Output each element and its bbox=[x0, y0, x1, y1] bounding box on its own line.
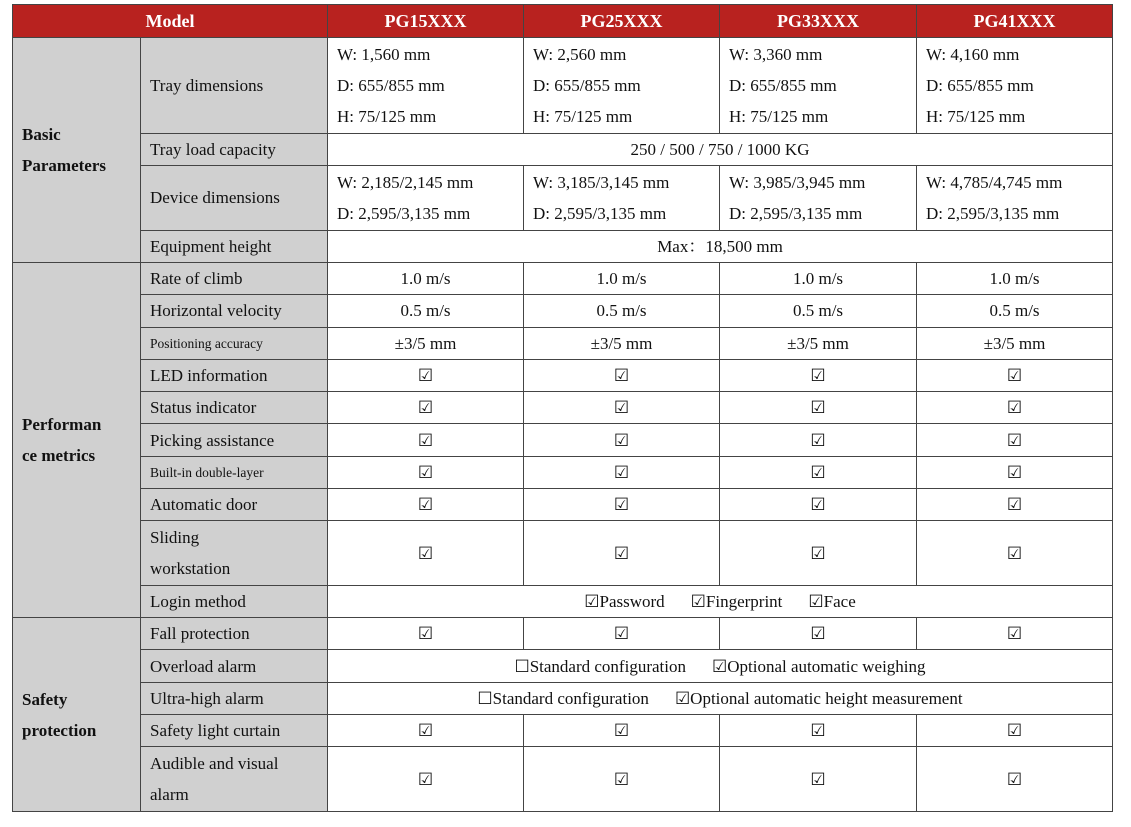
table-cell: W: 3,360 mm D: 655/855 mm H: 75/125 mm bbox=[720, 38, 917, 134]
table-row bbox=[13, 359, 1113, 391]
checked-icon: ☑ bbox=[720, 359, 917, 391]
row-label: Ultra-high alarm bbox=[141, 682, 328, 714]
option-standard: ☐Standard configuration bbox=[514, 656, 686, 676]
checked-icon: ☑ bbox=[328, 456, 524, 488]
row-label: Status indicator bbox=[141, 392, 328, 424]
option-optional: ☑Optional automatic weighing bbox=[711, 656, 926, 676]
spec-table bbox=[12, 4, 1113, 812]
checked-icon: ☑ bbox=[524, 359, 720, 391]
checked-icon: ☑ bbox=[917, 392, 1113, 424]
row-label: LED information bbox=[141, 359, 328, 391]
row-label: Automatic door bbox=[141, 488, 328, 520]
login-option: ☑Face bbox=[808, 591, 856, 611]
checked-icon: ☑ bbox=[720, 618, 917, 650]
table-row bbox=[13, 230, 1113, 262]
checked-icon: ☑ bbox=[720, 747, 917, 812]
table-row bbox=[13, 424, 1113, 456]
table-row bbox=[13, 714, 1113, 746]
checked-icon: ☑ bbox=[524, 392, 720, 424]
row-label: Horizontal velocity bbox=[141, 295, 328, 327]
table-cell: W: 2,185/2,145 mm D: 2,595/3,135 mm bbox=[328, 166, 524, 231]
table-row bbox=[13, 618, 1113, 650]
table-row bbox=[13, 327, 1113, 359]
checked-icon: ☑ bbox=[524, 456, 720, 488]
checked-icon: ☑ bbox=[917, 424, 1113, 456]
checked-icon: ☑ bbox=[524, 714, 720, 746]
model-column-header: PG25XXX bbox=[524, 5, 720, 38]
model-header: Model bbox=[13, 5, 328, 38]
table-cell: 1.0 m/s bbox=[524, 263, 720, 295]
row-label: Login method bbox=[141, 585, 328, 617]
table-cell: ±3/5 mm bbox=[720, 327, 917, 359]
table-cell: 0.5 m/s bbox=[917, 295, 1113, 327]
checked-icon: ☑ bbox=[720, 392, 917, 424]
table-row bbox=[13, 166, 1113, 231]
checked-icon: ☑ bbox=[917, 359, 1113, 391]
table-cell: 1.0 m/s bbox=[328, 263, 524, 295]
row-label: Safety light curtain bbox=[141, 714, 328, 746]
table-cell: 1.0 m/s bbox=[720, 263, 917, 295]
table-cell: ±3/5 mm bbox=[328, 327, 524, 359]
table-row bbox=[13, 38, 1113, 134]
table-row bbox=[13, 585, 1113, 617]
checked-icon: ☑ bbox=[524, 618, 720, 650]
checked-icon: ☑ bbox=[328, 521, 524, 586]
checked-icon: ☑ bbox=[917, 488, 1113, 520]
table-cell: W: 4,160 mm D: 655/855 mm H: 75/125 mm bbox=[917, 38, 1113, 134]
ultra-high-options bbox=[328, 682, 1113, 714]
checked-icon: ☑ bbox=[328, 618, 524, 650]
table-row bbox=[13, 650, 1113, 682]
row-label: Sliding workstation bbox=[141, 521, 328, 586]
table-cell: ±3/5 mm bbox=[524, 327, 720, 359]
login-option: ☑Password bbox=[584, 591, 665, 611]
option-standard: ☐Standard configuration bbox=[477, 688, 649, 708]
checked-icon: ☑ bbox=[524, 424, 720, 456]
table-cell: Max：18,500 mm bbox=[328, 230, 1113, 262]
checked-icon: ☑ bbox=[917, 456, 1113, 488]
row-label: Audible and visual alarm bbox=[141, 747, 328, 812]
table-row bbox=[13, 456, 1113, 488]
table-cell: 0.5 m/s bbox=[524, 295, 720, 327]
row-label: Built-in double-layer bbox=[141, 456, 328, 488]
checked-icon: ☑ bbox=[720, 714, 917, 746]
row-label: Fall protection bbox=[141, 618, 328, 650]
table-row bbox=[13, 521, 1113, 586]
table-row bbox=[13, 295, 1113, 327]
row-label: Positioning accuracy bbox=[141, 327, 328, 359]
option-optional: ☑Optional automatic height measurement bbox=[674, 688, 963, 708]
row-label: Picking assistance bbox=[141, 424, 328, 456]
checked-icon: ☑ bbox=[328, 424, 524, 456]
table-row bbox=[13, 488, 1113, 520]
table-cell: ±3/5 mm bbox=[917, 327, 1113, 359]
checked-icon: ☑ bbox=[328, 359, 524, 391]
checked-icon: ☑ bbox=[917, 521, 1113, 586]
checked-icon: ☑ bbox=[524, 747, 720, 812]
section-safety-protection: Safety protection bbox=[13, 618, 141, 812]
checked-icon: ☑ bbox=[328, 392, 524, 424]
login-option: ☑Fingerprint bbox=[690, 591, 783, 611]
checked-icon: ☑ bbox=[720, 456, 917, 488]
row-label: Tray dimensions bbox=[141, 38, 328, 134]
model-column-header: PG33XXX bbox=[720, 5, 917, 38]
checked-icon: ☑ bbox=[328, 714, 524, 746]
table-cell: 0.5 m/s bbox=[720, 295, 917, 327]
overload-options bbox=[328, 650, 1113, 682]
row-label: Rate of climb bbox=[141, 263, 328, 295]
table-cell: 250 / 500 / 750 / 1000 KG bbox=[328, 133, 1113, 165]
checked-icon: ☑ bbox=[917, 747, 1113, 812]
checked-icon: ☑ bbox=[328, 747, 524, 812]
checked-icon: ☑ bbox=[720, 488, 917, 520]
table-cell: W: 4,785/4,745 mm D: 2,595/3,135 mm bbox=[917, 166, 1113, 231]
table-cell: W: 3,185/3,145 mm D: 2,595/3,135 mm bbox=[524, 166, 720, 231]
row-label: Tray load capacity bbox=[141, 133, 328, 165]
checked-icon: ☑ bbox=[524, 488, 720, 520]
table-cell: W: 3,985/3,945 mm D: 2,595/3,135 mm bbox=[720, 166, 917, 231]
section-performance-metrics: Performan ce metrics bbox=[13, 263, 141, 618]
checked-icon: ☑ bbox=[720, 521, 917, 586]
header-row bbox=[13, 5, 1113, 38]
table-cell: W: 1,560 mm D: 655/855 mm H: 75/125 mm bbox=[328, 38, 524, 134]
checked-icon: ☑ bbox=[524, 521, 720, 586]
checked-icon: ☑ bbox=[917, 714, 1113, 746]
checked-icon: ☑ bbox=[917, 618, 1113, 650]
model-column-header: PG15XXX bbox=[328, 5, 524, 38]
table-cell: 1.0 m/s bbox=[917, 263, 1113, 295]
table-row bbox=[13, 263, 1113, 295]
checked-icon: ☑ bbox=[328, 488, 524, 520]
row-label: Equipment height bbox=[141, 230, 328, 262]
table-row bbox=[13, 392, 1113, 424]
table-cell: W: 2,560 mm D: 655/855 mm H: 75/125 mm bbox=[524, 38, 720, 134]
table-row bbox=[13, 682, 1113, 714]
table-row bbox=[13, 133, 1113, 165]
checked-icon: ☑ bbox=[720, 424, 917, 456]
login-options bbox=[328, 585, 1113, 617]
row-label: Device dimensions bbox=[141, 166, 328, 231]
section-basic-parameters: Basic Parameters bbox=[13, 38, 141, 263]
row-label: Overload alarm bbox=[141, 650, 328, 682]
table-row bbox=[13, 747, 1113, 812]
model-column-header: PG41XXX bbox=[917, 5, 1113, 38]
table-cell: 0.5 m/s bbox=[328, 295, 524, 327]
